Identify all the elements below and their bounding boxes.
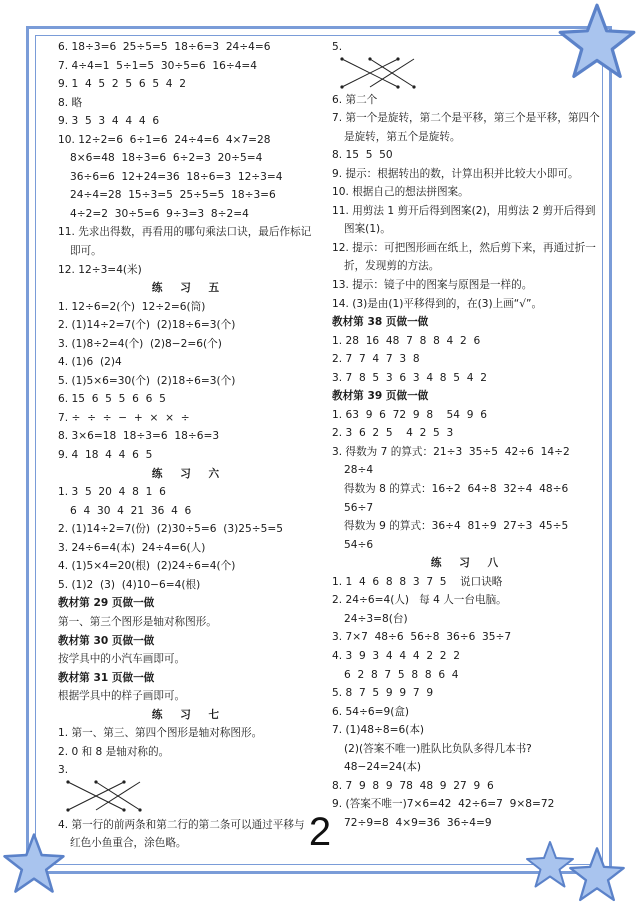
answer-line: 1. 63 9 6 72 9 8 54 9 6 (332, 408, 487, 421)
answer-line: 6 4 30 4 21 36 4 6 (70, 504, 192, 517)
answer-line: 4÷2=2 30÷5=6 9÷3=3 8÷2=4 (70, 207, 249, 220)
answer-line: 8. 15 5 50 (332, 149, 393, 162)
answer-line: 72÷9=8 4×9=36 36÷4=9 (344, 816, 492, 829)
answer-line: 11. 先求出得数，再看用的哪句乘法口诀，最后作标记 (58, 226, 312, 239)
answer-line: 8. 略 (58, 96, 83, 109)
answer-line: 24÷4=28 15÷3=5 25÷5=5 18÷3=6 (70, 189, 276, 202)
matching-lines-figure (64, 780, 144, 814)
answer-line: 图案(1)。 (344, 223, 391, 236)
answer-line: 12. 12÷3=4(米) (58, 263, 142, 276)
answer-line: 4. (1)6 (2)4 (58, 356, 122, 369)
answer-line: 9. 提示：根据转出的数，计算出积并比较大小即可。 (332, 167, 579, 180)
answer-line: 1. 第一、第三、第四个图形是轴对称图形。 (58, 727, 263, 740)
answer-line: 折，发现剪的方法。 (344, 260, 440, 273)
answer-line: 5. (1)2 (3) (4)10−6=4(根) (58, 578, 201, 591)
answer-line: 4. (1)5×4=20(根) (2)24÷6=4(个) (58, 560, 236, 573)
answer-line: 13. 提示：镜子中的图案与原图是一样的。 (332, 279, 533, 292)
answer-line: 2. 0 和 8 是轴对称的。 (58, 745, 170, 758)
answer-line: 7. ÷ ÷ ÷ − + × × ÷ (58, 411, 190, 424)
subsection-title: 教材第 39 页做一做 (332, 390, 429, 403)
answer-line: 10. 12÷2=6 6÷1=6 24÷4=6 4×7=28 (58, 133, 271, 146)
answer-line: 1. 12÷6=2(个) 12÷2=6(筒) (58, 300, 206, 313)
answer-line: 2. 7 7 4 7 3 8 (332, 353, 420, 366)
answer-line: 1. 3 5 20 4 8 1 6 (58, 486, 166, 499)
answer-line: 9. 4 18 4 4 6 5 (58, 449, 153, 462)
answer-line: 54÷6 (344, 538, 374, 551)
answer-line: 4. 第一行的前两条和第二行的第二条可以通过平移与 (58, 818, 305, 831)
answer-line: 6. 第二个 (332, 93, 378, 106)
answer-line: 2. (1)14÷2=7(个) (2)18÷6=3(个) (58, 319, 236, 332)
section-heading: 练 习 六 (151, 467, 227, 480)
answer-line: (2)(答案不唯一)胜队比负队多得几本书? (344, 742, 532, 755)
answer-line: 3. 得数为 7 的算式：21÷3 35÷5 42÷6 14÷2 (332, 445, 570, 458)
answer-line: 8. 7 9 8 9 78 48 9 27 9 6 (332, 779, 494, 792)
matching-lines-figure (338, 57, 418, 91)
answer-line: 3. 7 8 5 3 6 3 4 8 5 4 2 (332, 371, 487, 384)
answer-line: 6. 54÷6=9(盒) (332, 705, 410, 718)
figure-area (332, 57, 604, 91)
answer-line: 得数为 8 的算式：16÷2 64÷8 32÷4 48÷6 (344, 483, 569, 496)
answer-line: 12. 提示：可把图形画在纸上，然后剪下来，再通过折一 (332, 241, 596, 254)
subsection-title: 教材第 30 页做一做 (58, 634, 155, 647)
answer-line: 7. 第一个是旋转，第二个是平移，第三个是平移，第四个 (332, 112, 600, 125)
answer-line: 11. 用剪法 1 剪开后得到图案(2)，用剪法 2 剪开后得到 (332, 204, 596, 217)
answer-line: 2. (1)14÷2=7(份) (2)30÷5=6 (3)25÷5=5 (58, 523, 283, 536)
answer-line: 1. 28 16 48 7 8 8 4 2 6 (332, 334, 481, 347)
answer-line: 根据学具中的样子画即可。 (58, 690, 186, 703)
answer-line: 5. (1)5×6=30(个) (2)18÷6=3(个) (58, 374, 236, 387)
answer-line: 8. 3×6=18 18÷3=6 18÷6=3 (58, 430, 220, 443)
page-number: 2 (308, 810, 332, 854)
answer-line: 5. 8 7 5 9 9 7 9 (332, 687, 434, 700)
section-heading: 练 习 五 (151, 282, 227, 295)
answer-line: 9. 1 4 5 2 5 6 5 4 2 (58, 78, 187, 91)
answer-line: 3. 7×7 48÷6 56÷8 36÷6 35÷7 (332, 631, 512, 644)
answer-line: 即可。 (70, 245, 102, 258)
answer-line: 5. (332, 41, 343, 53)
subsection-title: 教材第 31 页做一做 (58, 671, 155, 684)
answer-line: 3. (58, 764, 69, 777)
subsection-title: 教材第 38 页做一做 (332, 316, 429, 329)
answer-line: 56÷7 (344, 501, 374, 514)
answer-line: 7. (1)48÷8=6(本) (332, 724, 425, 737)
subsection-title: 教材第 29 页做一做 (58, 597, 155, 610)
answer-line: 8×6=48 18÷3=6 6÷2=3 20÷5=4 (70, 152, 263, 165)
answer-line: 6 2 8 7 5 8 8 6 4 (344, 668, 459, 681)
section-heading: 练 习 七 (151, 708, 227, 721)
answer-line: 24÷3=8(台) (344, 612, 408, 625)
answer-line: 4. 3 9 3 4 4 4 2 2 2 (332, 649, 461, 662)
answer-line: 9. (答案不唯一)7×6=42 42÷6=7 9×8=72 (332, 798, 555, 811)
answer-line: 2. 24÷6=4(人) 每 4 人一台电脑。 (332, 594, 507, 607)
answer-column-right (332, 38, 604, 832)
answer-line: 28÷4 (344, 464, 374, 477)
answer-line: 48−24=24(本) (344, 761, 422, 774)
answer-line: 7. 4÷4=1 5÷1=5 30÷5=6 16÷4=4 (58, 59, 258, 72)
answer-line: 6. 18÷3=6 25÷5=5 18÷6=3 24÷4=6 (58, 41, 271, 53)
answer-line: 2. 3 6 2 5 4 2 5 3 (332, 427, 454, 440)
answer-line: 3. (1)8÷2=4(个) (2)8−2=6(个) (58, 337, 222, 350)
answer-line: 第一、第三个图形是轴对称图形。 (58, 615, 217, 628)
answer-line: 36÷6=6 12+24=36 18÷6=3 12÷3=4 (70, 170, 283, 183)
answer-line: 9. 3 5 3 4 4 4 6 (58, 115, 160, 128)
answer-line: 14. (3)是由(1)平移得到的，在(3)上画“√”。 (332, 297, 543, 310)
answer-line: 红色小鱼重合，涂色略。 (70, 837, 187, 850)
answer-line: 6. 15 6 5 5 6 6 5 (58, 393, 166, 406)
answer-line: 是旋转，第五个是旋转。 (344, 130, 461, 143)
answer-line: 3. 24÷6=4(本) 24÷4=6(人) (58, 541, 206, 554)
answer-line: 得数为 9 的算式：36÷4 81÷9 27÷3 45÷5 (344, 520, 569, 533)
answer-line: 1. 1 4 6 8 8 3 7 5 说口诀略 (332, 575, 503, 588)
answer-column-left (58, 38, 320, 853)
answer-line: 10. 根据自己的想法拼图案。 (332, 186, 469, 199)
section-heading: 练 习 八 (430, 557, 506, 570)
answer-line: 按学具中的小汽车画即可。 (58, 653, 186, 666)
